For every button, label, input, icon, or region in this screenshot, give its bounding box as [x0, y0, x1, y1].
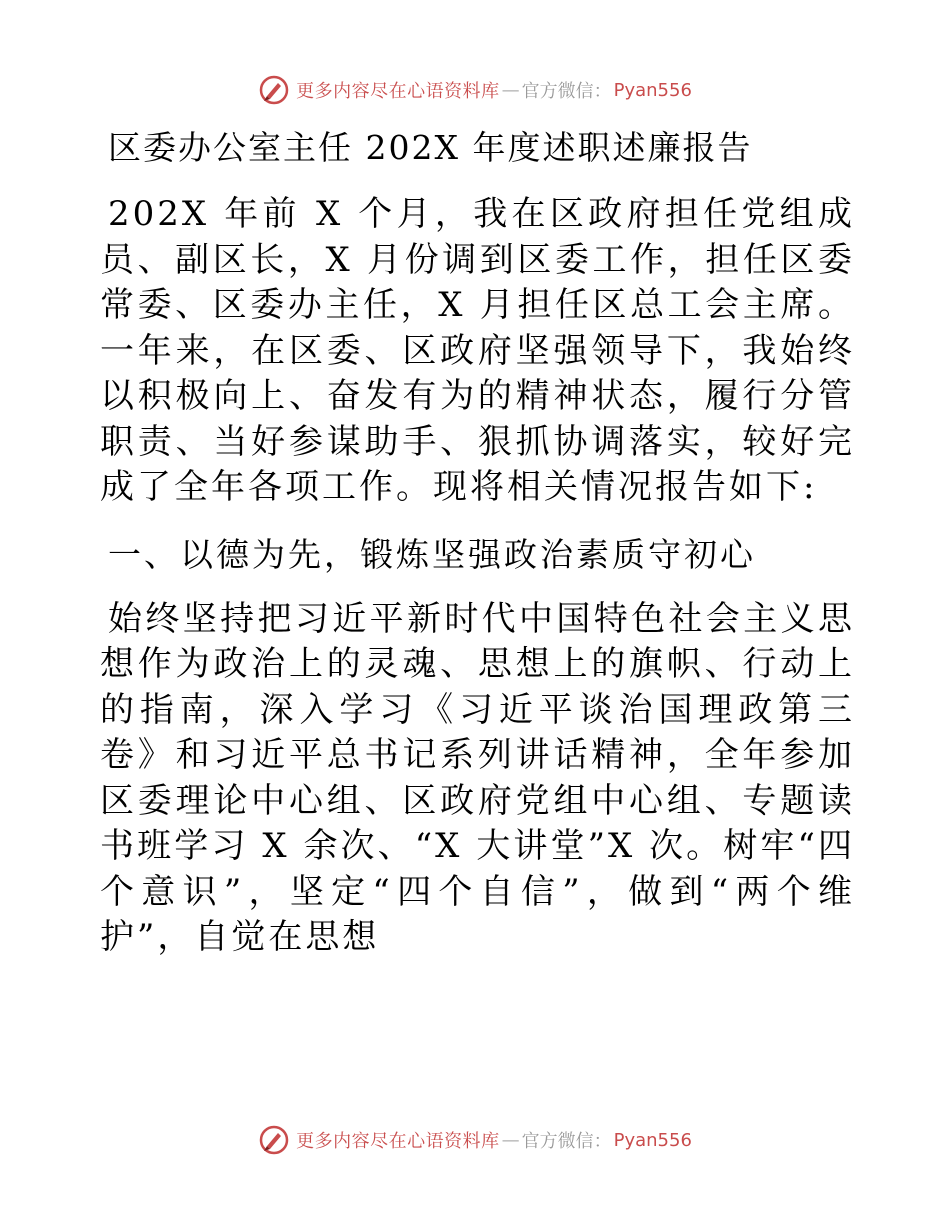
watermark-label: 官方微信：: [521, 1131, 612, 1152]
watermark-header: [0, 70, 950, 110]
watermark-site-text: 更多内容尽在心语资料库: [296, 81, 500, 102]
document-body: [100, 118, 855, 961]
watermark-separator: —: [501, 1129, 520, 1151]
section-heading: 一、以德为先，锻炼坚强政治素质守初心: [108, 534, 756, 574]
watermark-id: Pyan556: [613, 1129, 692, 1151]
watermark-site-text: 更多内容尽在心语资料库: [296, 1131, 500, 1152]
document-title: 区委办公室主任 202X 年度述职述廉报告: [108, 128, 753, 167]
section-paragraph: 始终坚持把习近平新时代中国特色社会主义思想作为政治上的灵魂、思想上的旗帜、行动上的指南，深入学习《习近平谈治国理政第三卷》和习近平总书记系列讲话精神，全年参加区委理论中心组、区政府党组中心组、专题读书班学习 X 余次、“X 大讲堂”X 次。树牢“四个意识”，坚定“四个自信”，做到“两个维护”，自觉在思想: [100, 598, 855, 957]
pen-circle-logo-icon: [258, 74, 290, 106]
pen-circle-logo-icon: [258, 1124, 290, 1156]
watermark-label: 官方微信：: [521, 81, 612, 102]
watermark-separator: —: [501, 79, 520, 101]
intro-paragraph: 202X 年前 X 个月，我在区政府担任党组成员、副区长，X 月份调到区委工作，担任区委常委、区委办主任，X 月担任区总工会主席。一年来，在区委、区政府坚强领导下，我始终以积极向上、奋发有为的精神状态，履行分管职责、当好参谋助手、狠抓协调落实，较好完成了全年各项工作。现将相关情况报告如下:: [100, 194, 855, 507]
watermark-id: Pyan556: [613, 79, 692, 101]
watermark-footer: [0, 1120, 950, 1160]
